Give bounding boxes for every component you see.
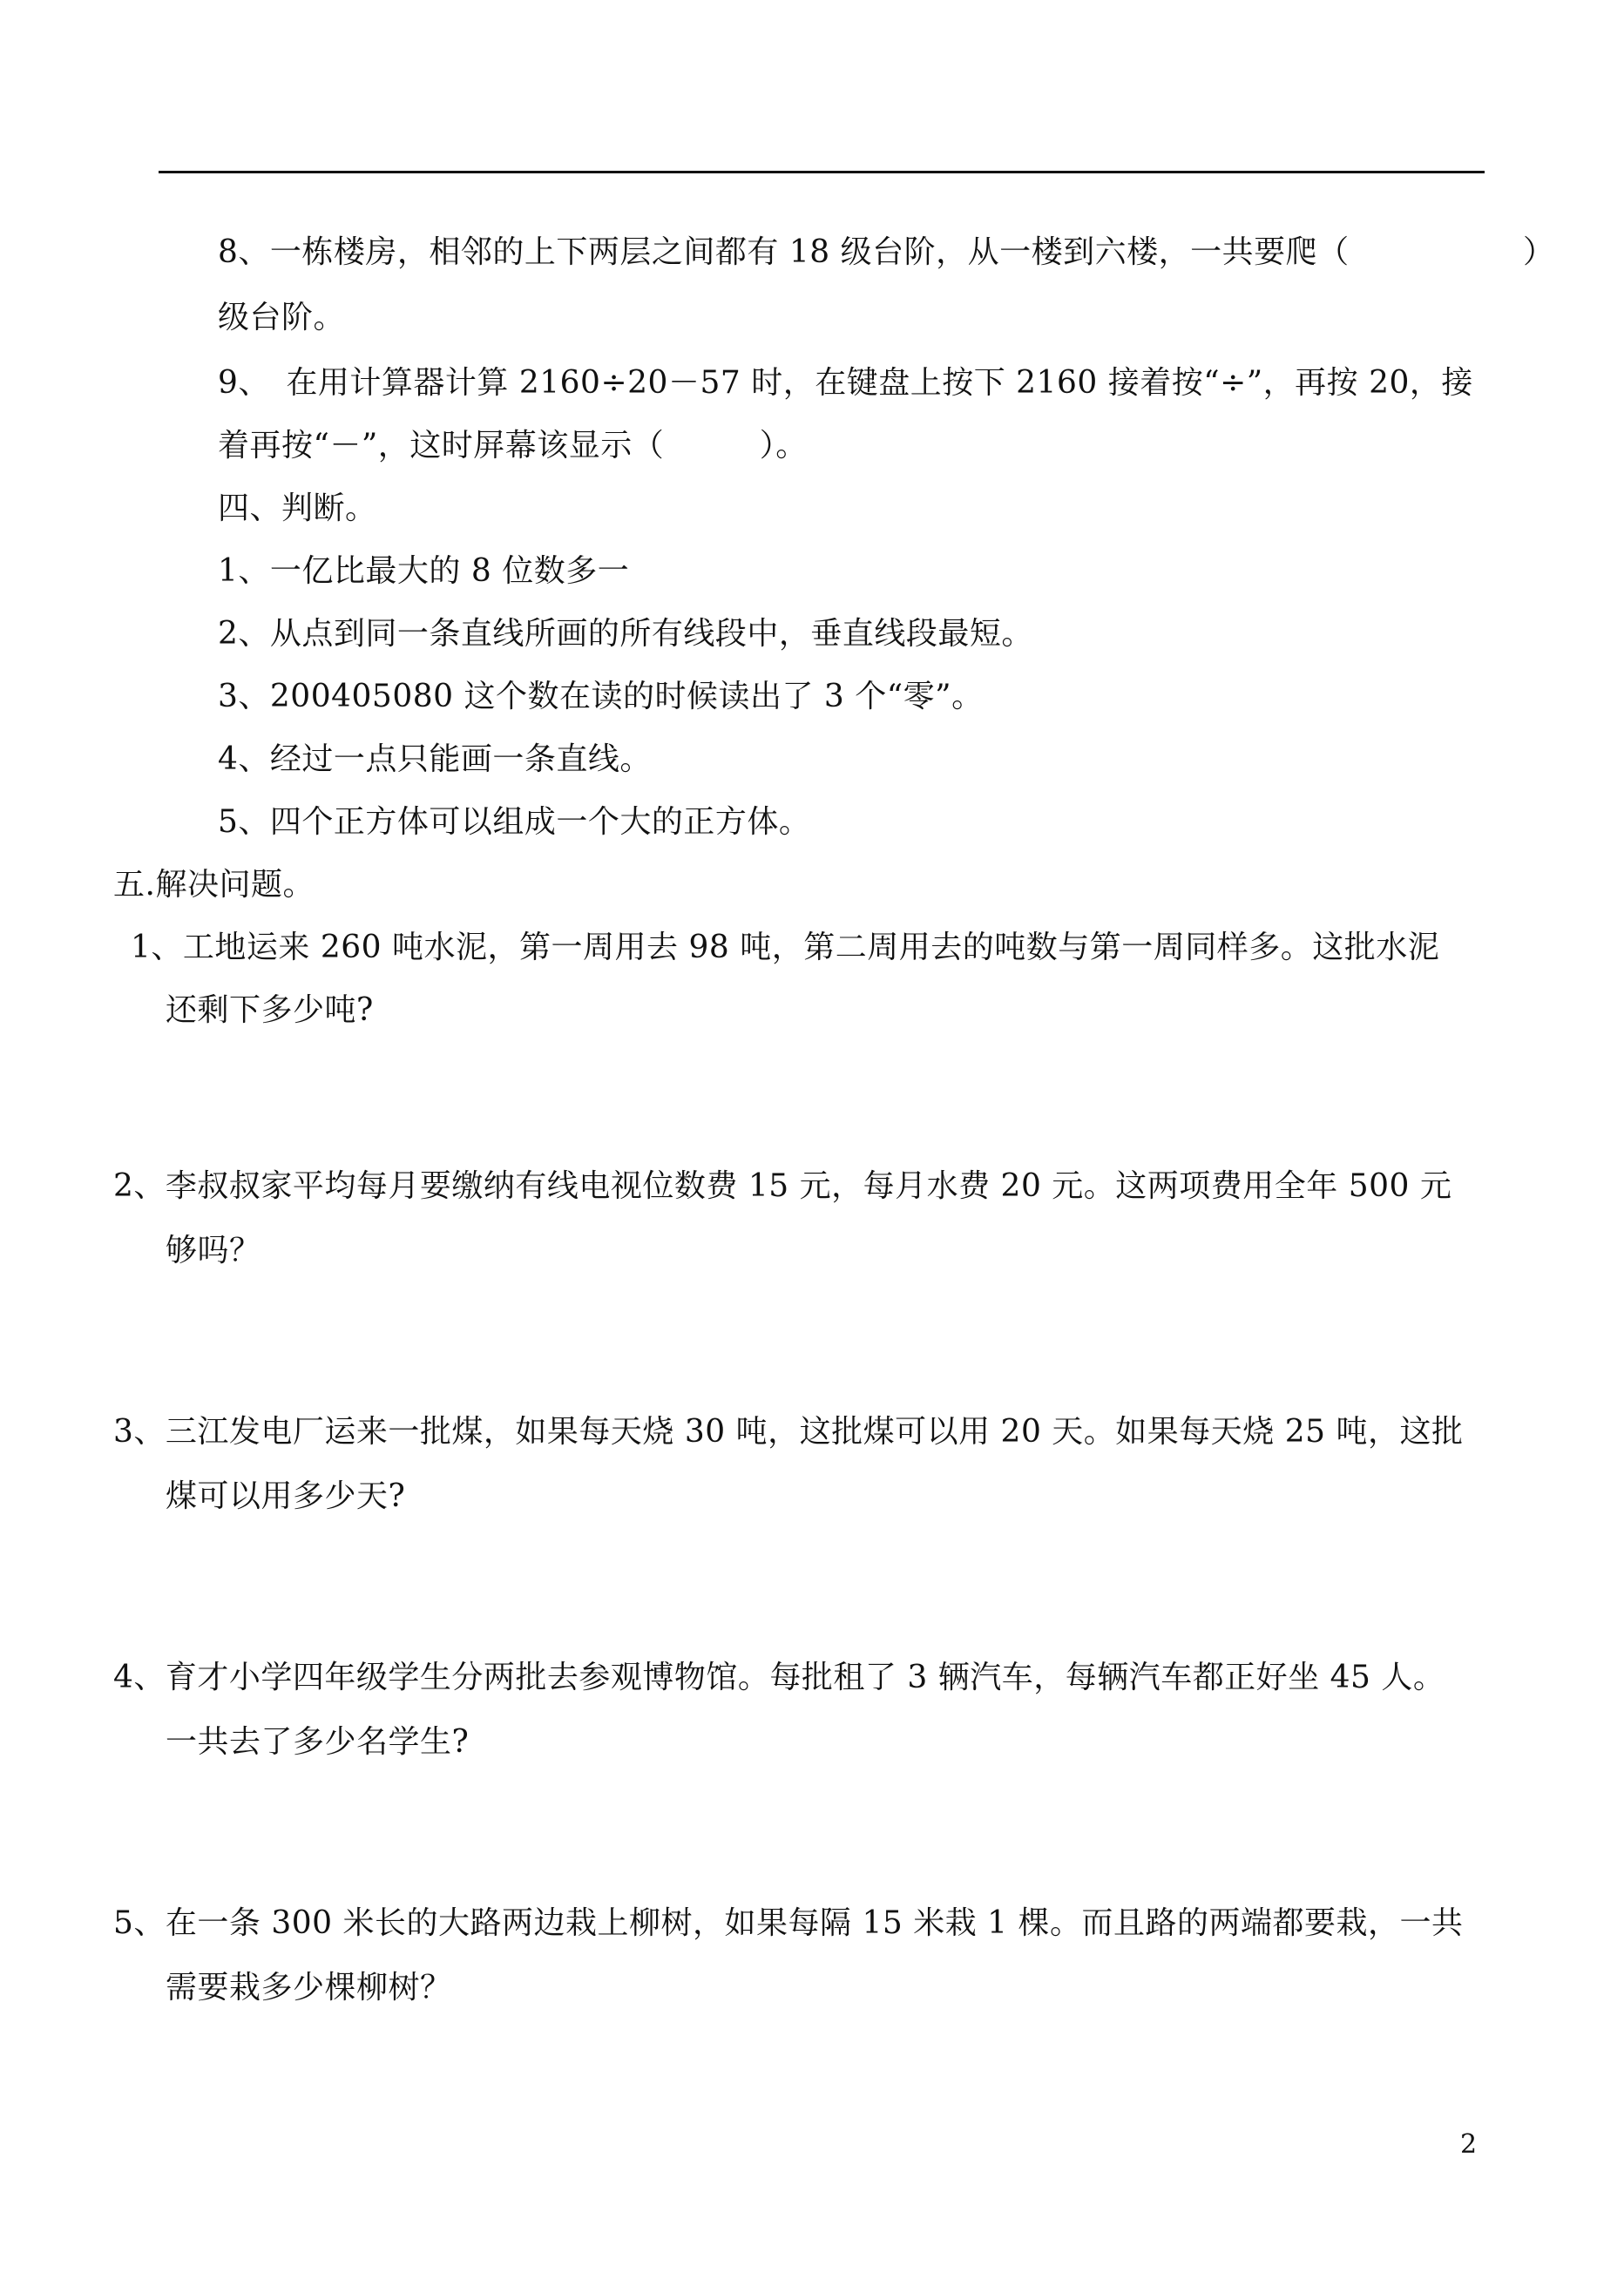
problem-5-line1: 5、在一条 300 米长的大路两边栽上柳树，如果每隔 15 米栽 1 棵。而且路的两端都要栽，一共 [113,1905,1464,1941]
q8-line1: 8、一栋楼房，相邻的上下两层之间都有 18 级台阶，从一楼到六楼，一共要爬（ [218,234,1350,270]
q9-line1: 9、 在用计算器计算 2160÷20－57 时，在键盘上按下 2160 接着按“÷”，再按 20，接 [218,365,1473,401]
problem-5-line2: 需要栽多少棵柳树？ [166,1970,452,2006]
judge-item-4: 4、经过一点只能画一条直线。 [218,741,652,777]
problem-1-line2: 还剩下多少吨? [166,992,374,1028]
header-rule [159,171,1485,173]
judge-item-2: 2、从点到同一条直线所画的所有线段中，垂直线段最短。 [218,616,1033,652]
problem-2-line2: 够吗？ [166,1233,261,1268]
problem-3-line2: 煤可以用多少天? [166,1478,406,1514]
problem-3-line1: 3、三江发电厂运来一批煤，如果每天烧 30 吨，这批煤可以用 20 天。如果每天烧 25 吨，这批 [113,1414,1464,1450]
judge-item-5: 5、四个正方体可以组成一个大的正方体。 [218,804,811,840]
problem-1-line1: 1、工地运来 260 吨水泥，第一周用去 98 吨，第二周用去的吨数与第一周同样多。这批水泥 [131,930,1440,965]
page-number: 2 [1460,2129,1478,2160]
judge-item-1: 1、一亿比最大的 8 位数多一 [218,553,630,589]
q8-close-paren: ） [1523,234,1555,270]
q8-line2: 级台阶。 [218,300,346,335]
judge-item-3: 3、200405080 这个数在读的时候读出了 3 个“零”。 [218,679,984,714]
judge-heading: 四、判断。 [218,490,377,526]
q9-line2: 着再按“－”，这时屏幕该显示（ ）。 [218,428,808,463]
problems-heading: 五.解决问题。 [113,867,315,903]
problem-4-line2: 一共去了多少名学生? [166,1724,470,1760]
problem-4-line1: 4、育才小学四年级学生分两批去参观博物馆。每批租了 3 辆汽车，每辆汽车都正好坐 45 人。 [113,1660,1445,1695]
problem-2-line1: 2、李叔叔家平均每月要缴纳有线电视位数费 15 元，每月水费 20 元。这两项费用全年 500 元 [113,1168,1452,1204]
